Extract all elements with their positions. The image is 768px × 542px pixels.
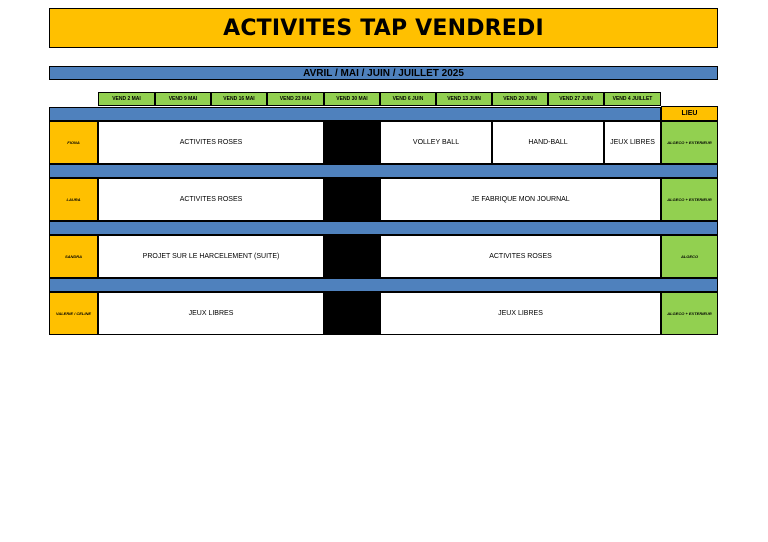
date-header-cell: VEND 16 MAI	[211, 92, 267, 106]
location-cell: ALGECO + EXTERIEUR	[661, 121, 718, 164]
blocked-cell	[324, 292, 380, 335]
activity-cell: PROJET SUR LE HARCELEMENT (SUITE)	[98, 235, 324, 278]
date-header-cell: VEND 13 JUIN	[436, 92, 492, 106]
lieu-header: LIEU	[661, 106, 718, 121]
page-title: ACTIVITES TAP VENDREDI	[49, 8, 718, 48]
activity-cell: VOLLEY BALL	[380, 121, 492, 164]
staff-name-cell: FIONA	[49, 121, 98, 164]
date-header-cell: VEND 30 MAI	[324, 92, 380, 106]
staff-name-cell: SANDRA	[49, 235, 98, 278]
date-header-cell: VEND 2 MAI	[98, 92, 155, 106]
location-cell: ALGECO + EXTERIEUR	[661, 178, 718, 221]
row-separator-band	[49, 107, 661, 121]
date-header-cell: VEND 27 JUIN	[548, 92, 604, 106]
activity-cell: JEUX LIBRES	[98, 292, 324, 335]
date-header-cell: VEND 20 JUIN	[492, 92, 548, 106]
blocked-cell	[324, 235, 380, 278]
activity-cell: JE FABRIQUE MON JOURNAL	[380, 178, 661, 221]
staff-name-cell: LAURA	[49, 178, 98, 221]
activity-cell: ACTIVITES ROSES	[98, 121, 324, 164]
location-cell: ALGECO	[661, 235, 718, 278]
activity-cell: JEUX LIBRES	[604, 121, 661, 164]
blocked-cell	[324, 178, 380, 221]
row-separator-band	[49, 221, 718, 235]
activity-cell: ACTIVITES ROSES	[380, 235, 661, 278]
row-separator-band	[49, 164, 718, 178]
activity-cell: ACTIVITES ROSES	[98, 178, 324, 221]
location-cell: ALGECO + EXTERIEUR	[661, 292, 718, 335]
date-header-cell: VEND 6 JUIN	[380, 92, 436, 106]
date-header-cell: VEND 4 JUILLET	[604, 92, 661, 106]
activity-cell: HAND-BALL	[492, 121, 604, 164]
activity-cell: JEUX LIBRES	[380, 292, 661, 335]
row-separator-band	[49, 278, 718, 292]
blocked-cell	[324, 121, 380, 164]
period-banner: AVRIL / MAI / JUIN / JUILLET 2025	[49, 66, 718, 80]
staff-name-cell: VALERIE / CELINE	[49, 292, 98, 335]
date-header-cell: VEND 23 MAI	[267, 92, 324, 106]
date-header-cell: VEND 9 MAI	[155, 92, 211, 106]
